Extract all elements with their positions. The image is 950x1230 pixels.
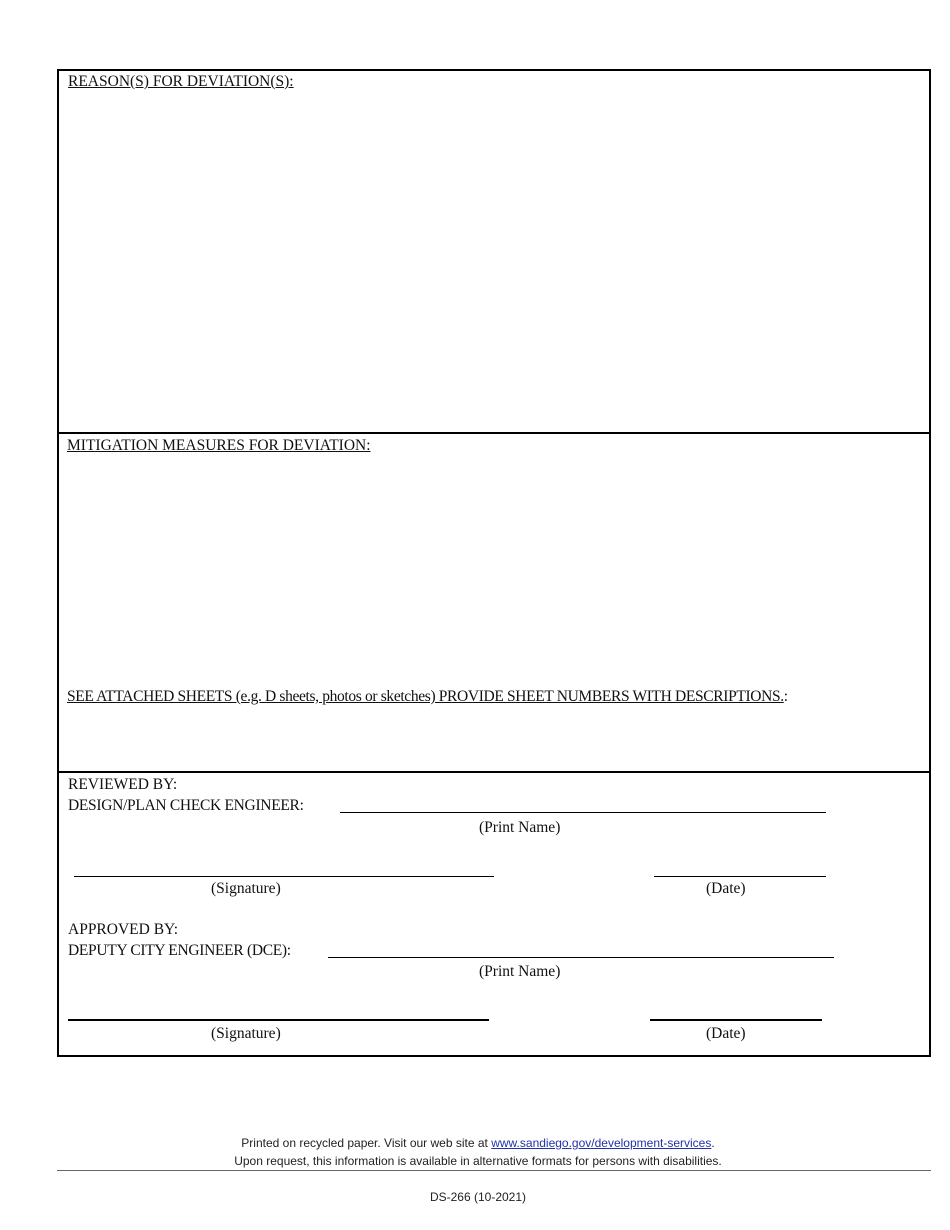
- attached-sheets-heading: [67, 688, 788, 706]
- mitigation-field[interactable]: [62, 458, 926, 678]
- section-divider: [57, 432, 931, 434]
- signature-caption: (Signature): [211, 880, 281, 897]
- form-number: DS-266 (10-2021): [429, 1190, 527, 1204]
- print-name-caption: (Print Name): [479, 963, 561, 980]
- mitigation-heading: MITIGATION MEASURES FOR DEVIATION:: [67, 437, 371, 454]
- attached-sheets-colon: :: [783, 688, 788, 705]
- signature-caption: (Signature): [211, 1025, 281, 1042]
- reasons-heading: REASON(S) FOR DEVIATION(S):: [68, 73, 294, 90]
- approved-by-heading: APPROVED BY:: [68, 921, 179, 938]
- reviewer-date-field[interactable]: [654, 876, 826, 877]
- dce-date-field[interactable]: [650, 1019, 822, 1021]
- reviewer-signature-field[interactable]: [74, 876, 494, 877]
- dce-signature-field[interactable]: [68, 1019, 489, 1021]
- design-engineer-name-field[interactable]: [340, 812, 826, 813]
- website-link[interactable]: www.sandiego.gov/development-services: [491, 1136, 712, 1150]
- dce-name-field[interactable]: [328, 957, 834, 958]
- attached-sheets-text: SEE ATTACHED SHEETS (e.g. D sheets, photos or sketches) PROVIDE SHEET NUMBERS WITH DESCRIPTIONS.: [67, 688, 784, 705]
- reasons-field[interactable]: [62, 95, 926, 429]
- date-caption: (Date): [706, 880, 746, 897]
- footer-line-1: [0, 1136, 950, 1150]
- reviewed-by-heading: REVIEWED BY:: [68, 776, 178, 793]
- section-divider: [57, 771, 931, 773]
- footer-period: .: [711, 1136, 715, 1150]
- footer-text: Printed on recycled paper. Visit our web site at: [241, 1136, 492, 1150]
- date-caption: (Date): [706, 1025, 746, 1042]
- deputy-city-engineer-label: DEPUTY CITY ENGINEER (DCE):: [68, 942, 291, 959]
- design-engineer-label: DESIGN/PLAN CHECK ENGINEER:: [68, 797, 304, 814]
- footer-line-2: Upon request, this information is available in alternative formats for persons with disabilities.: [234, 1154, 722, 1168]
- footer-divider: [57, 1170, 931, 1171]
- attached-sheets-field[interactable]: [62, 710, 926, 768]
- print-name-caption: (Print Name): [479, 819, 561, 836]
